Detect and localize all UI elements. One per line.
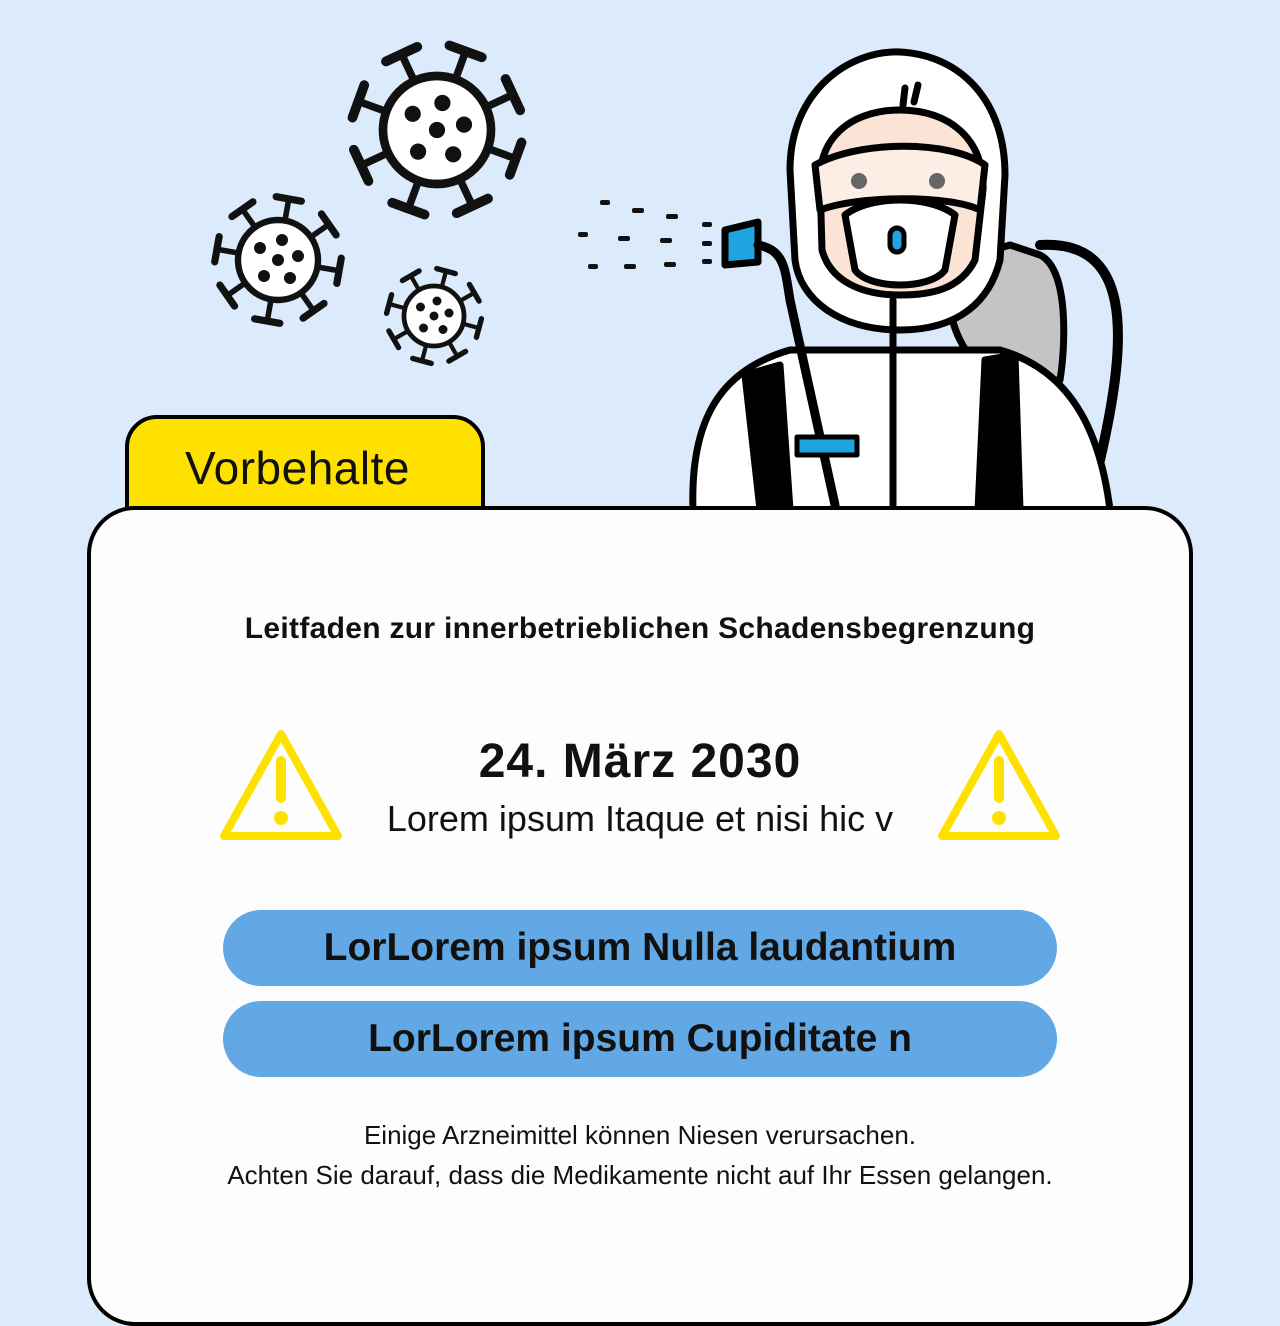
footer-note-2: Achten Sie darauf, dass die Medikamente nicht auf Ihr Essen gelangen. [227, 1160, 1053, 1190]
hazmat-worker-illustration [693, 52, 1118, 510]
event-subtitle: Lorem ipsum Itaque et nisi hic v [386, 798, 894, 839]
event-date: 24. März 2030 [478, 735, 802, 788]
footer-note-1: Einige Arzneimittel können Niesen verursachen. [363, 1120, 917, 1150]
card-title: Leitfaden zur innerbetrieblichen Schadensbegrenzung [244, 612, 1036, 645]
virus-icon [352, 45, 521, 214]
virus-icon [215, 197, 342, 324]
tab-label: Vorbehalte [185, 442, 410, 494]
primary-action-button[interactable]: LorLorem ipsum Nulla laudantium [223, 910, 1057, 986]
virus-icon [387, 269, 482, 364]
spray-dots-icon [578, 200, 712, 269]
virus-icons [215, 45, 522, 363]
secondary-action-button[interactable]: LorLorem ipsum Cupiditate n [223, 1001, 1057, 1077]
